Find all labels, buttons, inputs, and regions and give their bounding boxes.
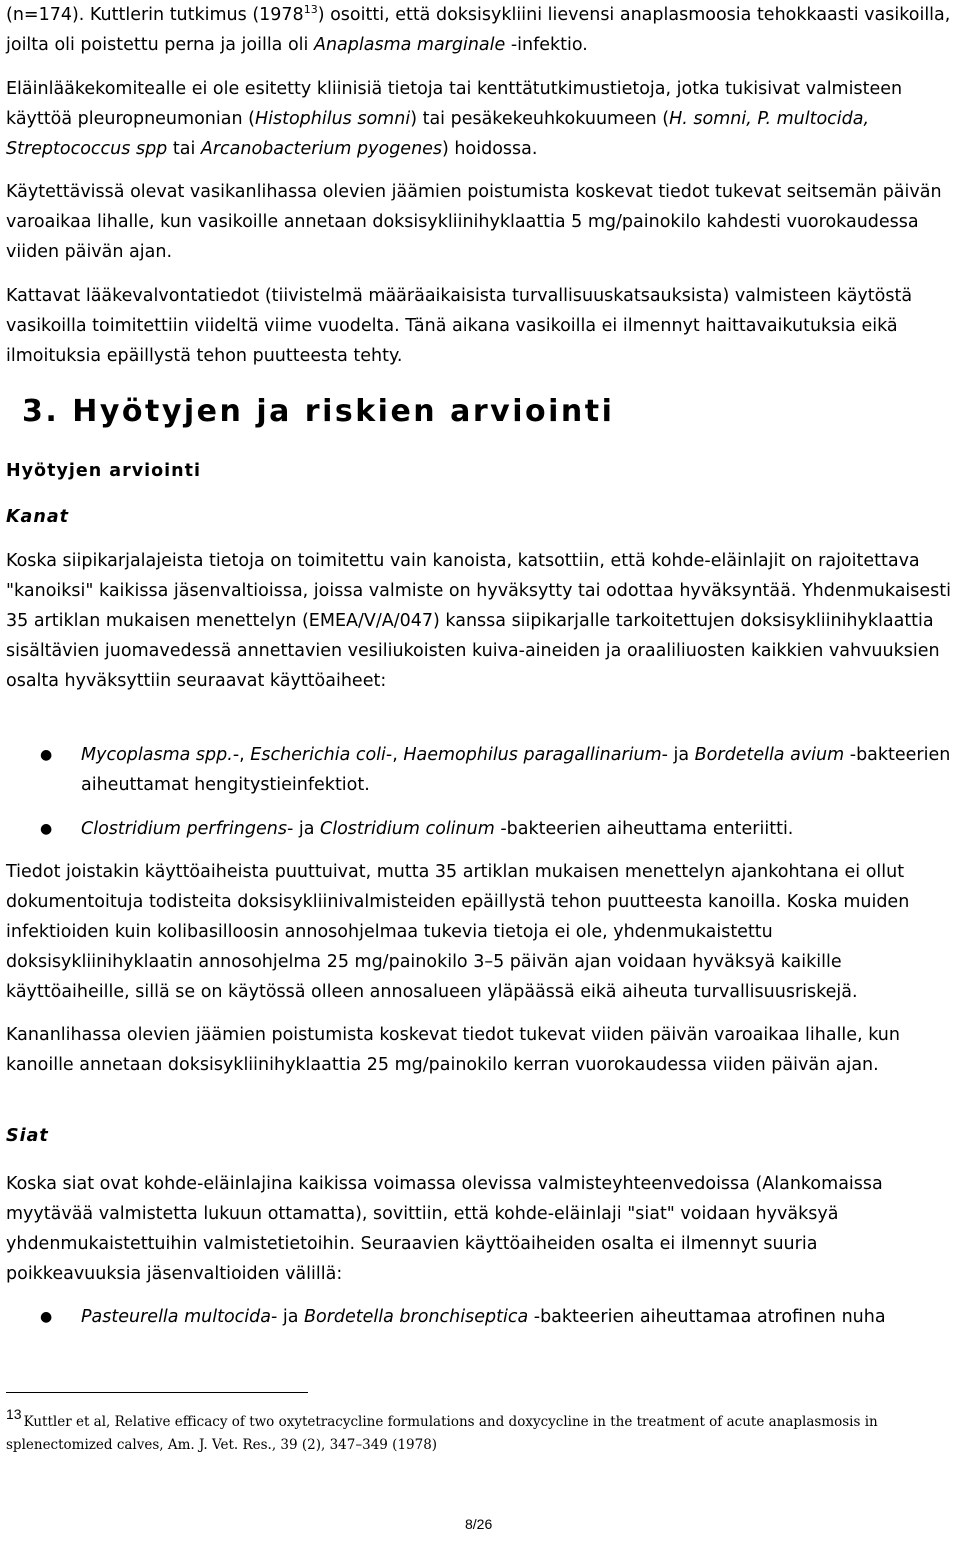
bullet-icon: ● xyxy=(40,747,53,763)
italic-species: H. somni, P. multocida, Streptococcus spp xyxy=(6,109,870,159)
paragraph-poultry-data xyxy=(6,546,956,696)
text-run: tai xyxy=(167,139,201,159)
list-item-text: Mycoplasma spp.-, Escherichia coli-, Haemophilus paragallinarium- ja Bordetella avium -bakteerien aiheuttamat hengitystieinfektiot. xyxy=(81,745,951,795)
paragraph-pigs xyxy=(6,1169,956,1289)
paragraph-text: Koska siipikarjalajeista tietoja on toimitettu vain kanoista, katsottiin, että kohde-eläinlajit on rajoitettava "kanoiksi" kaikissa jäsenvaltioissa, joissa valmiste on hyväksytty tai odottaa hyväksyntää. Yhdenmukaisesti 35 artiklan mukaisen menettelyn (EMEA/V/A/047) kanssa siipikarjalle tarkoitettujen doksisykliinihyklaattia sisältävien juomavedessä annettavien vesiliukoisten kuiva-aineiden ja oraaliliuosten kaikkien vahvuuksien osalta hyväksyttiin seuraavat käyttöaiheet: xyxy=(6,551,951,691)
paragraph-text: Käytettävissä olevat vasikanlihassa olevien jäämien poistumista koskevat tiedot tukevat seitsemän päivän varoaikaa lihalle, kun vasikoille annetaan doksisykliinihyklaattia 5 mg/painokilo kahdesti vuorokaudessa viiden päivän ajan. xyxy=(6,182,942,262)
text-run: Eläinlääkekomitealle ei ole esitetty kliinisiä tietoja tai kenttätutkimustietoja, jotka tukisivat valmisteen käyttöä pleuropneumonian ( xyxy=(6,79,903,129)
text-run: ) tai pesäkekeuhkokuumeen ( xyxy=(410,109,670,129)
paragraph-missing-indications xyxy=(6,857,956,1007)
page-number: 8/26 xyxy=(465,1516,493,1532)
footnote xyxy=(6,1403,956,1457)
paragraph-chicken-residues xyxy=(6,1020,956,1080)
paragraph-text: Koska siat ovat kohde-eläinlajina kaikissa voimassa olevissa valmisteyhteenvedoissa (Alankomaissa myytävää valmistetta lukuun ottamatta), sovittiin, että kohde-eläinlaji "siat" voidaan hyväksyä yhdenmukaistettuihin valmistetietoihin. Seuraavien käyttöaiheiden osalta ei ilmennyt suuria poikkeavuuksia jäsenvaltioiden välillä: xyxy=(6,1174,883,1284)
paragraph-kuttler-study xyxy=(6,0,956,60)
species-heading-pigs: Siat xyxy=(6,1126,49,1146)
bullet-icon: ● xyxy=(40,821,53,837)
paragraph-pharmacovigilance xyxy=(6,281,956,371)
paragraph-text: Kattavat lääkevalvontatiedot (tiivistelmä määräaikaisista turvallisuuskatsauksista) valmisteen käytöstä vasikoilla toimitettiin viideltä viime vuodelta. Tänä aikana vasikoilla ei ilmennyt haittavaikutuksia eikä ilmoituksia epäillystä tehon puutteesta tehty. xyxy=(6,286,913,366)
text-run: ) osoitti, että doksisykliini lievensi anaplasmoosia tehokkaasti vasikoilla, joilta oli poistettu perna ja joilla oli xyxy=(6,5,951,55)
text-run: ) hoidossa. xyxy=(442,139,538,159)
subsection-heading: Hyötyjen arviointi xyxy=(6,461,201,481)
footnote-text: Kuttler et al, Relative efficacy of two oxytetracycline formulations and doxycycline in the treatment of acute anaplasmosis in splenectomized calves, Am. J. Vet. Res., 39 (2), 347–349 (1978) xyxy=(6,1414,878,1453)
list-item-text: Clostridium perfringens- ja Clostridium colinum -bakteerien aiheuttama enteriitti. xyxy=(81,819,794,839)
footnote-number: 13 xyxy=(6,1406,22,1422)
species-heading-chickens: Kanat xyxy=(6,507,70,527)
paragraph-text: Kananlihassa olevien jäämien poistumista koskevat tiedot tukevat viiden päivän varoaikaa lihalle, kun kanoille annetaan doksisykliinihyklaattia 25 mg/painokilo kerran vuorokaudessa viiden päivän ajan. xyxy=(6,1025,900,1075)
italic-species: Anaplasma marginale xyxy=(313,35,506,55)
paragraph-committee-data xyxy=(6,74,956,164)
text-run: (n=174). Kuttlerin tutkimus (1978 xyxy=(6,5,304,25)
footnote-divider xyxy=(6,1392,308,1393)
bullet-icon: ● xyxy=(40,1309,53,1325)
italic-species: Histophilus somni xyxy=(254,109,411,129)
paragraph-text: Tiedot joistakin käyttöaiheista puuttuivat, mutta 35 artiklan mukaisen menettelyn ajankohtana ei ollut dokumentoituja todisteita doksisykliinivalmisteiden epäillystä tehon puutteesta kanoilla. Koska muiden infektioiden kuin kolibasilloosin annosohjelmaa tukevia tietoja ei ole, yhdenmukaistettu doksisykliinihyklaatin annosohjelma 25 mg/painokilo 3–5 päivän ajan voidaan hyväksyä kaikille käyttöaiheille, sillä se on käytössä olleen annosalueen yläpäässä eikä aiheuta turvallisuusriskejä. xyxy=(6,862,910,1002)
section-heading: 3. Hyötyjen ja riskien arviointi xyxy=(22,394,615,429)
paragraph-calf-residues xyxy=(6,177,956,267)
footnote-reference: 13 xyxy=(303,3,318,17)
list-item-text: Pasteurella multocida- ja Bordetella bronchiseptica -bakteerien aiheuttamaa atrofinen nuha xyxy=(81,1307,886,1327)
italic-species: Arcanobacterium pyogenes xyxy=(200,139,443,159)
text-run: -infektio. xyxy=(505,35,588,55)
